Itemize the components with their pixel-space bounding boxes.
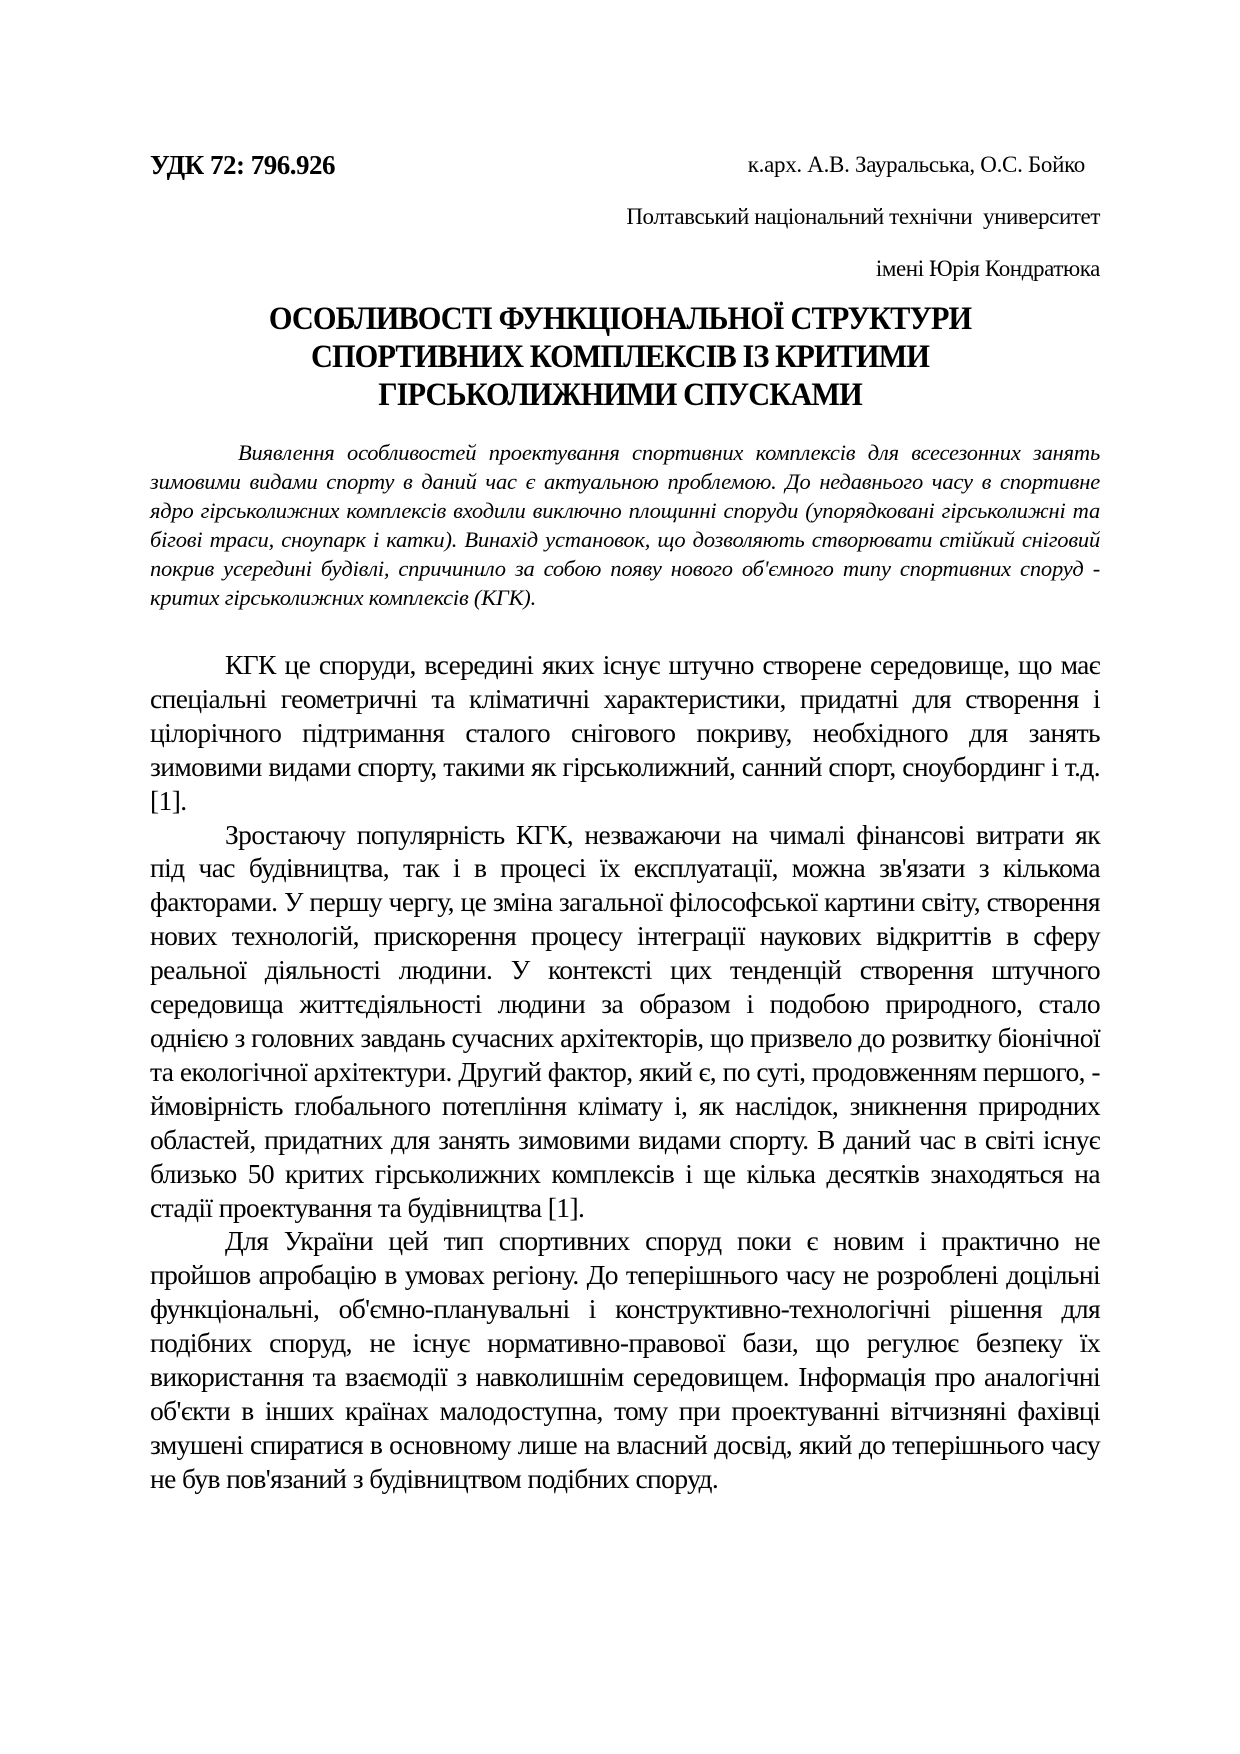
- abstract: [150, 438, 1100, 612]
- title-line-2: СПОРТИВНИХ КОМПЛЕКСІВ ІЗ КРИТИМИ: [310, 339, 930, 375]
- article-title: [188, 300, 1053, 414]
- body-text: [150, 648, 1100, 1496]
- paragraph: Для України цей тип спортивних споруд поки є новим і практично не пройшов апробацію в умовах регіону. До теперішнього часу не розроблені доцільні функціональні, об'ємно-планувальні і конструктивно-технологічні рішення для подібних споруд, не існує нормативно-правової бази, що регулює безпеку їх використання та взаємодії з навколишнім середовищем. Інформація про аналогічні об'єкти в інших країнах малодоступна, тому при проектуванні вітчизняні фахівці змушені спиратися в основному лише на власний досвід, який до теперішнього часу не був пов'язаний з будівництвом подібних споруд.: [150, 1225, 1100, 1494]
- title-line-1: ОСОБЛИВОСТІ ФУНКЦІОНАЛЬНОЇ СТРУКТУРИ: [268, 301, 972, 337]
- abstract-text: Виявлення особливостей проектування спортивних комплексів для всесезонних занять зимовими видами спорту в даний час є актуальною проблемою. До недавнього часу в спортивне ядро гірськолижних комплексів входили виключно площинні споруди (упорядковані гірськолижні та бігові траси, сноупарк і катки). Винахід установок, що дозволяють створювати стійкий сніговий покрив усередині будівлі, спричинило за собою появу нового об'ємного типу спортивних споруд - критих гірськолижних комплексів (КГК).: [150, 440, 1100, 610]
- title-line-3: ГІРСЬКОЛИЖНИМИ СПУСКАМИ: [378, 377, 862, 413]
- affiliation-line-2: імені Юрія Кондратюка: [875, 256, 1100, 281]
- affiliation-line-1: Полтавський національний технічни университет: [626, 204, 1100, 229]
- paragraph: КГК це споруди, всередині яких існує штучно створене середовище, що має спеціальні геометричні та кліматичні характеристики, придатні для створення і цілорічного підтримання сталого снігового покриву, необхідного для занять зимовими видами спорту, такими як гірськолижний, санний спорт, сноубординг і т.д.[1].: [150, 649, 1100, 816]
- header-row: [150, 150, 1090, 190]
- udk-code: УДК 72: 796.926: [150, 150, 335, 180]
- authors: к.арх. А.В. Зауральська, О.С. Бойко: [747, 152, 1085, 177]
- paragraph: Зростаючу популярність КГК, незважаючи на чималі фінансові витрати як під час будівництва, так і в процесі їх експлуатації, можна зв'язати з кількома факторами. У першу чергу, це зміна загальної філософської картини світу, створення нових технологій, прискорення процесу інтеграції наукових відкриттів в сферу реальної діяльності людини. У контексті цих тенденцій створення штучного середовища життєдіяльності людини за образом і подобою природного, стало однією з головних завдань сучасних архітекторів, що призвело до розвитку біонічної та екологічної архітектури. Другий фактор, який є, по суті, продовженням першого, - ймовірність глобального потепління клімату і, як наслідок, зникнення природних областей, придатних для занять зимовими видами спорту. В даний час в світі існує близько 50 критих гірськолижних комплексів і ще кілька десятків знаходяться на стадії проектування та будівництва [1].: [150, 818, 1100, 1223]
